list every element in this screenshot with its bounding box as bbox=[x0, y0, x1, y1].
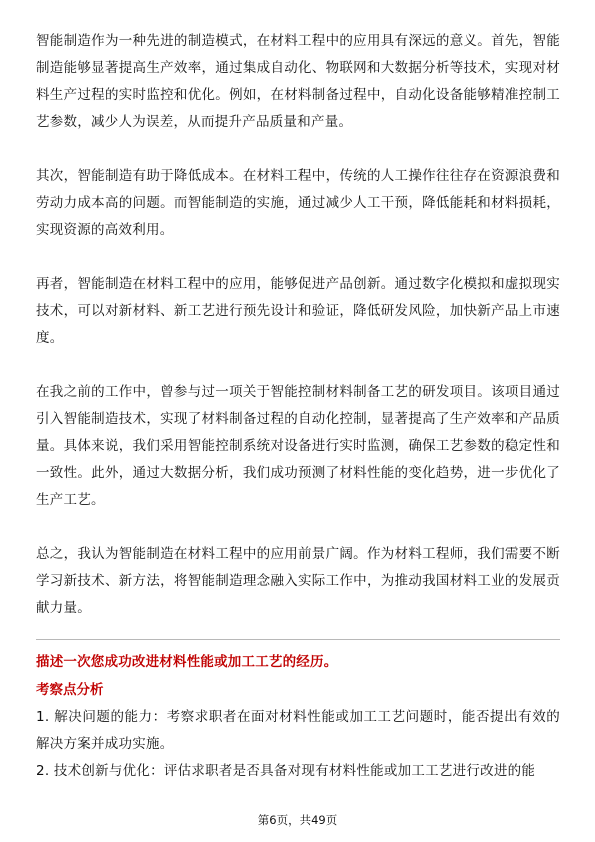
question-heading: 描述一次您成功改进材料性能或加工工艺的经历。 bbox=[36, 654, 338, 670]
page-number-footer: 第6页，共49页 bbox=[257, 813, 338, 827]
paragraph-4: 在我之前的工作中，曾参与过一项关于智能控制材料制备工艺的研发项目。该项目通过引入智能制造技术，实现了材料制备过程的自动化控制，显著提高了生产效率和产品质量。具体来说，我们采用智能控制系统对设备进行实时监测，确保工艺参数的稳定性和一致性。此外，通过大数据分析，我们成功预测了材料性能的变化趋势，进一步优化了生产工艺。 bbox=[36, 384, 560, 508]
paragraph-5: 总之，我认为智能制造在材料工程中的应用前景广阔。作为材料工程师，我们需要不断学习新技术、新方法，将智能制造理念融入实际工作中，为推动我国材料工业的发展贡献力量。 bbox=[36, 546, 560, 616]
analysis-title: 考察点分析 bbox=[36, 682, 104, 698]
analysis-point-1: 1. 解决问题的能力：考察求职者在面对材料性能或加工工艺问题时，能否提出有效的解决方案并成功实施。 bbox=[36, 709, 560, 752]
paragraph-2: 其次，智能制造有助于降低成本。在材料工程中，传统的人工操作往往存在资源浪费和劳动力成本高的问题。而智能制造的实施，通过减少人工干预，降低能耗和材料损耗，实现资源的高效利用。 bbox=[36, 168, 560, 238]
paragraph-1: 智能制造作为一种先进的制造模式，在材料工程中的应用具有深远的意义。首先，智能制造能够显著提高生产效率，通过集成自动化、物联网和大数据分析等技术，实现对材料生产过程的实时监控和优化。例如，在材料制备过程中，自动化设备能够精准控制工艺参数，减少人为误差，从而提升产品质量和产量。 bbox=[36, 33, 560, 130]
analysis-point-2: 2. 技术创新与优化：评估求职者是否具备对现有材料性能或加工工艺进行改进的能 bbox=[36, 763, 536, 779]
document-body bbox=[36, 28, 560, 785]
section-divider bbox=[36, 639, 560, 640]
paragraph-3: 再者，智能制造在材料工程中的应用，能够促进产品创新。通过数字化模拟和虚拟现实技术，可以对新材料、新工艺进行预先设计和验证，降低研发风险，加快新产品上市速度。 bbox=[36, 276, 560, 346]
